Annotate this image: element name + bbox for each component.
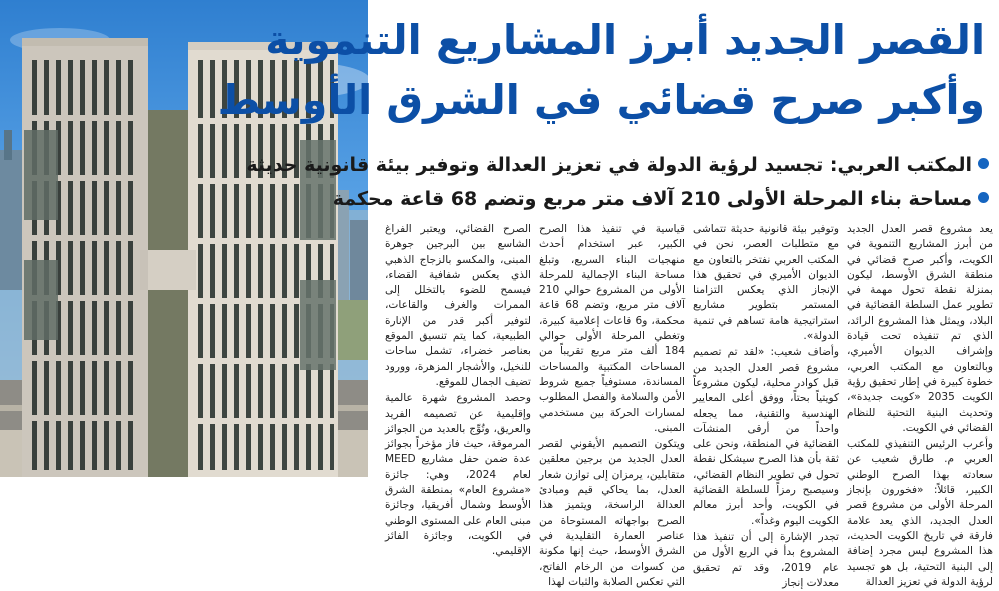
text-column-1 (847, 222, 994, 588)
paragraph: وحصد المشروع شهرة عالمية وإقليمية عن تصميمه الفريد والعريق، وتُوِّج بالعديد من الجوائز المرموقة، حيث فاز مؤخراً بجوائز عدة ضمن حفل مشاريع MEED لعام 2024، وهي: جائزة «مشروع العام» بمنطقة الشرق الأوسط وشمال أفريقيا، وجائزة مبنى العام على المستوى الوطني في الكويت، وجائزة الفائز الإقليمي. (385, 392, 531, 558)
text-column-2 (693, 222, 839, 589)
headline-line-1: القصر الجديد أبرز المشاريع التنموية (265, 16, 985, 64)
paragraph: وتوفير بيئة قانونية حديثة تتماشى مع متطلبات العصر، نحن في المكتب العربي نفتخر بالتعاون مع الديوان الأميري في تحقيق هذا الإنجاز الذي يعكس التزامنا المستمر بتطوير مشاريع استراتيجية هامة تساهم في تنمية الدولة». (693, 223, 839, 343)
article-columns (378, 222, 994, 589)
paragraph: قياسية في تنفيذ هذا الصرح الكبير، عبر استخدام أحدث منهجيات البناء السريع، وتبلغ مساحة البناء الإجمالية للمرحلة الأولى من المشروع حوالي 210 آلاف متر مربع، وتضم 68 قاعة محكمة، و6 قاعات إعلامية كبيرة، وتغطي المرحلة الأولى حوالي 184 ألف متر مربع تقريباً من المساحات المكتبية والمساحات المساندة، مستوفياً جميع شروط الأمن والسلامة والفصل المطلوب لمسارات الحركة بين مستخدمي المبنى. (539, 223, 685, 434)
subheadline-1 (246, 152, 989, 178)
paragraph: يعد مشروع قصر العدل الجديد من أبرز المشاريع التنموية في الكويت، وأكبر صرح قضائي في منطقة الشرق الأوسط، ليكون بمنزلة نقطة تحول مهمة في تطوير عمل السلطة القضائية في البلاد، ويمثل هذا المشروع الرائد، الذي تم تنفيذه تحت قيادة وإشراف الديوان الأميري، وبالتعاون مع المكتب العربي، خطوة كبيرة في إطار تحقيق رؤية الكويت 2035 «كويت جديدة»، وتحديث البنية التحتية للنظام القضائي في الكويت. (847, 223, 994, 434)
paragraph: وأعرب الرئيس التنفيذي للمكتب العربي م. طارق شعيب عن سعادته بهذا الصرح الوطني الكبير، قائلاً: «فخورون بإنجاز المرحلة الأولى من مشروع قصر العدل الجديد، الذي يعد علامة فارقة في تاريخ الكويت الحديث، هذا المشروع ليس مجرد إضافة إلى البنية التحتية، بل هو تجسيد لرؤية الدولة في تعزيز العدالة (847, 438, 993, 588)
paragraph: الصرح القضائي، ويعتبر الفراغ الشاسع بين البرجين جوهرة المبنى، والمكسو بالزجاج الذهبي الذي يعكس شفافية القضاء، فيسمح للضوء بالتخلل إلى الممرات والغرف والقاعات، لتوفير أكبر قدر من الإنارة الطبيعية، كما يتم تنسيق الموقع بعناصر خضراء، تشمل ساحات للنخيل، والأشجار المزهرة، وورود تضيف الجمال للموقع. (385, 223, 531, 388)
paragraph: وأضاف شعيب: «لقد تم تصميم مشروع قصر العدل الجديد من قبل كوادر محلية، ليكون مشروعاً كويتياً بحتاً، ووفق أعلى المعايير الهندسية والتقنية، مما يجعله واحداً من أرقى المنشآت القضائية في المنطقة، ونحن على ثقة بأن هذا الصرح سيشكل نقطة تحول في تطوير النظام القضائي، وسيصبح رمزاً للسلطة القضائية في الكويت، وأحد أبرز معالم الكويت اليوم وغداً». (693, 346, 839, 527)
paragraph: ويتكون التصميم الأيقوني لقصر العدل الجديد من برجين معلقين متقابلين، يرمزان إلى توازن شعار العدل، بما يحاكي قيم ومبادئ العدالة الراسخة، ويتميز هذا الصرح بواجهاته المستوحاة من عناصر العمارة التقليدية في الشرق الأوسط، حيث إنها مكونة من كسوات من الرخام الفاتح، التي تعكس الصلابة والثبات لهذا (539, 438, 685, 588)
headline-line-2: وأكبر صرح قضائي في الشرق الأوسط (217, 76, 985, 124)
subheadline-1-text: المكتب العربي: تجسيد لرؤية الدولة في تعزيز العدالة وتوفير بيئة قانونية حديثة (246, 154, 972, 176)
text-column-3 (539, 222, 685, 588)
bullet-dot-icon (978, 158, 989, 169)
subheadline-2-text: مساحة بناء المرحلة الأولى 210 آلاف متر مربع وتضم 68 قاعة محكمة (332, 188, 972, 210)
text-column-4 (385, 222, 531, 558)
news-article (217, 0, 999, 589)
paragraph: تجدر الإشارة إلى أن تنفيذ هذا المشروع بدأ في الربع الأول من عام 2019، وقد تم تحقيق معدلات إنجاز (693, 530, 839, 589)
bullet-dot-icon (978, 192, 989, 203)
subheadline-2 (332, 186, 989, 212)
